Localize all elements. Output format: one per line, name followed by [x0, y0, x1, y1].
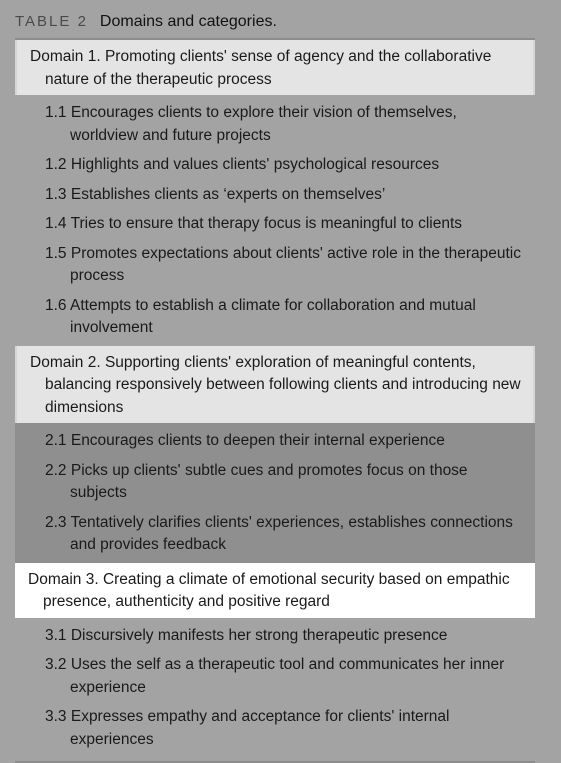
category-item: 2.3 Tentatively clarifies clients' experiences, establishes connections and provides feedback [45, 513, 513, 553]
category-item: 1.5 Promotes expectations about clients' active role in the therapeutic process [45, 244, 521, 284]
category-item: 3.2 Uses the self as a therapeutic tool and communicates her inner experience [45, 656, 505, 696]
domain-3-categories [15, 618, 535, 758]
category-item: 2.1 Encourages clients to deepen their internal experience [45, 432, 445, 449]
category-item: 1.1 Encourages clients to explore their vision of themselves, worldview and future projects [45, 104, 457, 144]
table-caption [15, 12, 277, 32]
category-item: 1.2 Highlights and values clients' psychological resources [45, 156, 440, 173]
domain-1-categories [15, 95, 535, 346]
category-item: 2.2 Picks up clients' subtle cues and promotes focus on those subjects [45, 461, 468, 501]
category-item: 3.1 Discursively manifests her strong therapeutic presence [45, 626, 448, 644]
domains-table [15, 38, 535, 763]
category-item: 3.3 Expresses empathy and acceptance for clients' internal experiences [45, 708, 450, 748]
table-title: Domains and categories. [99, 13, 277, 30]
category-item: 1.4 Tries to ensure that therapy focus is meaningful to clients [45, 215, 463, 232]
category-item: 1.3 Establishes clients as ‘experts on themselves’ [45, 185, 386, 203]
table-label: TABLE 2 [15, 13, 88, 30]
domain-3-header: Domain 3. Creating a climate of emotional security based on empathic presence, authenticity and positive regard [15, 563, 535, 618]
domain-2-categories [15, 423, 535, 563]
domain-2-header: Domain 2. Supporting clients' exploration of meaningful contents, balancing responsively between following clients and introducing new dimensions [15, 346, 535, 424]
category-item: 1.6 Attempts to establish a climate for collaboration and mutual involvement [45, 296, 476, 336]
domain-1-header: Domain 1. Promoting clients' sense of agency and the collaborative nature of the therapeutic process [15, 40, 535, 95]
